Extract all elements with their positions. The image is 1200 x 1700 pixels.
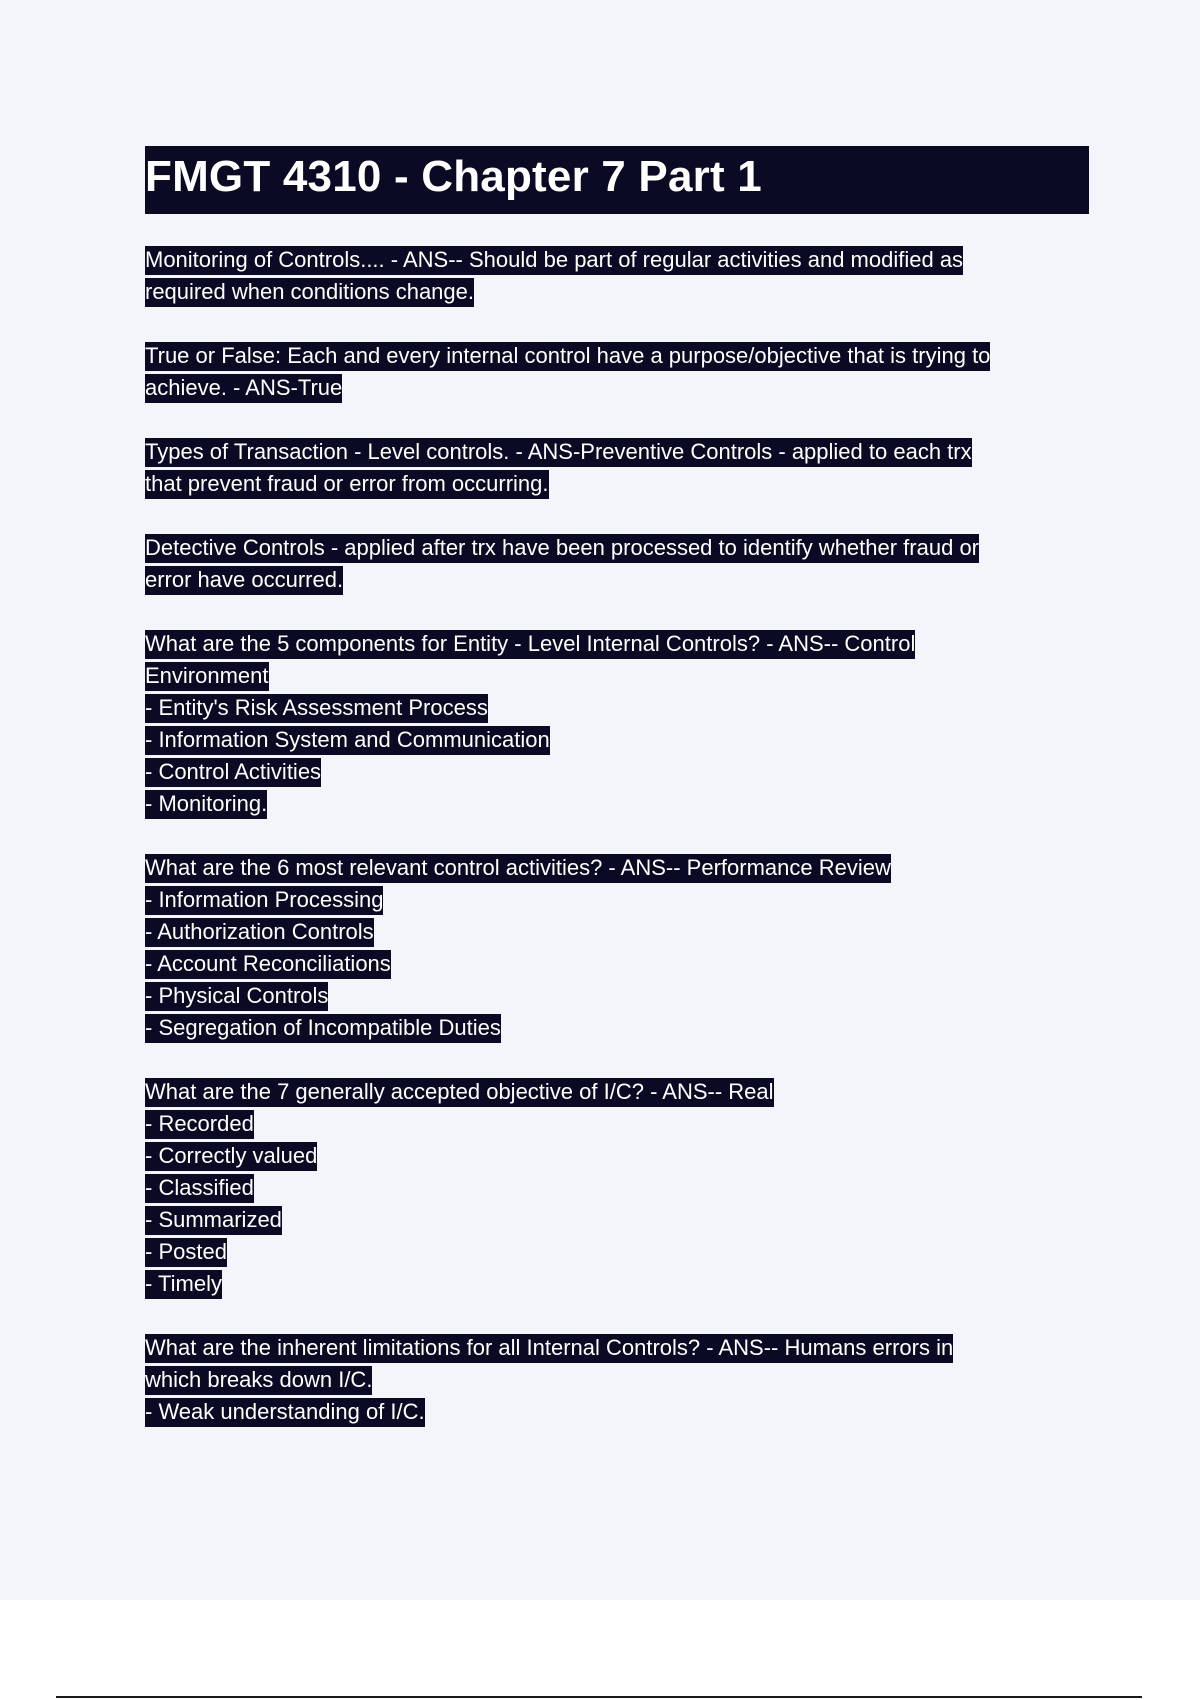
highlighted-text: - Segregation of Incompatible Duties bbox=[145, 1014, 501, 1043]
qa-block bbox=[145, 628, 1089, 820]
text-line bbox=[145, 884, 1089, 916]
highlighted-text: error have occurred. bbox=[145, 566, 343, 595]
text-line bbox=[145, 948, 1089, 980]
page-title: FMGT 4310 - Chapter 7 Part 1 bbox=[145, 152, 762, 201]
text-line bbox=[145, 1332, 1089, 1364]
title-bar bbox=[145, 146, 1089, 214]
text-line bbox=[145, 564, 1089, 596]
highlighted-text: What are the inherent limitations for all Internal Controls? - ANS-- Humans errors in bbox=[145, 1334, 953, 1363]
text-line bbox=[145, 1204, 1089, 1236]
highlighted-text: - Authorization Controls bbox=[145, 918, 374, 947]
highlighted-text: required when conditions change. bbox=[145, 278, 474, 307]
text-line bbox=[145, 1236, 1089, 1268]
text-line bbox=[145, 340, 1089, 372]
qa-block bbox=[145, 532, 1089, 596]
text-line bbox=[145, 916, 1089, 948]
text-line bbox=[145, 660, 1089, 692]
highlighted-text: - Physical Controls bbox=[145, 982, 328, 1011]
text-line bbox=[145, 852, 1089, 884]
highlighted-text: - Summarized bbox=[145, 1206, 282, 1235]
text-line bbox=[145, 756, 1089, 788]
text-line bbox=[145, 1268, 1089, 1300]
highlighted-text: - Recorded bbox=[145, 1110, 254, 1139]
qa-block bbox=[145, 1076, 1089, 1300]
highlighted-text: - Correctly valued bbox=[145, 1142, 317, 1171]
text-line bbox=[145, 724, 1089, 756]
text-line bbox=[145, 468, 1089, 500]
highlighted-text: that prevent fraud or error from occurring. bbox=[145, 470, 549, 499]
text-line bbox=[145, 1172, 1089, 1204]
text-line bbox=[145, 788, 1089, 820]
highlighted-text: - Control Activities bbox=[145, 758, 321, 787]
highlighted-text: Monitoring of Controls.... - ANS-- Should be part of regular activities and modified as bbox=[145, 246, 963, 275]
highlighted-text: - Monitoring. bbox=[145, 790, 267, 819]
text-line bbox=[145, 1108, 1089, 1140]
highlighted-text: - Posted bbox=[145, 1238, 227, 1267]
highlighted-text: Types of Transaction - Level controls. - ANS-Preventive Controls - applied to each trx bbox=[145, 438, 972, 467]
qa-block bbox=[145, 852, 1089, 1044]
text-line bbox=[145, 1140, 1089, 1172]
highlighted-text: What are the 7 generally accepted objective of I/C? - ANS-- Real bbox=[145, 1078, 774, 1107]
text-line bbox=[145, 436, 1089, 468]
highlighted-text: What are the 6 most relevant control activities? - ANS-- Performance Review bbox=[145, 854, 891, 883]
text-line bbox=[145, 532, 1089, 564]
document-content bbox=[145, 146, 1089, 1460]
highlighted-text: - Information System and Communication bbox=[145, 726, 550, 755]
highlighted-text: achieve. - ANS-True bbox=[145, 374, 342, 403]
qa-list bbox=[145, 244, 1089, 1428]
highlighted-text: - Account Reconciliations bbox=[145, 950, 391, 979]
text-line bbox=[145, 692, 1089, 724]
text-line bbox=[145, 1012, 1089, 1044]
footer-divider bbox=[56, 1696, 1142, 1698]
text-line bbox=[145, 628, 1089, 660]
text-line bbox=[145, 372, 1089, 404]
text-line bbox=[145, 1396, 1089, 1428]
text-line bbox=[145, 1364, 1089, 1396]
highlighted-text: which breaks down I/C. bbox=[145, 1366, 372, 1395]
highlighted-text: Environment bbox=[145, 662, 269, 691]
highlighted-text: True or False: Each and every internal control have a purpose/objective that is trying to bbox=[145, 342, 990, 371]
qa-block bbox=[145, 1332, 1089, 1428]
text-line bbox=[145, 980, 1089, 1012]
highlighted-text: What are the 5 components for Entity - Level Internal Controls? - ANS-- Control bbox=[145, 630, 915, 659]
highlighted-text: - Information Processing bbox=[145, 886, 383, 915]
qa-block bbox=[145, 244, 1089, 308]
text-line bbox=[145, 244, 1089, 276]
text-line bbox=[145, 276, 1089, 308]
highlighted-text: - Classified bbox=[145, 1174, 254, 1203]
highlighted-text: - Timely bbox=[145, 1270, 222, 1299]
qa-block bbox=[145, 340, 1089, 404]
highlighted-text: - Weak understanding of I/C. bbox=[145, 1398, 425, 1427]
text-line bbox=[145, 1076, 1089, 1108]
highlighted-text: - Entity's Risk Assessment Process bbox=[145, 694, 488, 723]
highlighted-text: Detective Controls - applied after trx have been processed to identify whether fraud or bbox=[145, 534, 979, 563]
qa-block bbox=[145, 436, 1089, 500]
